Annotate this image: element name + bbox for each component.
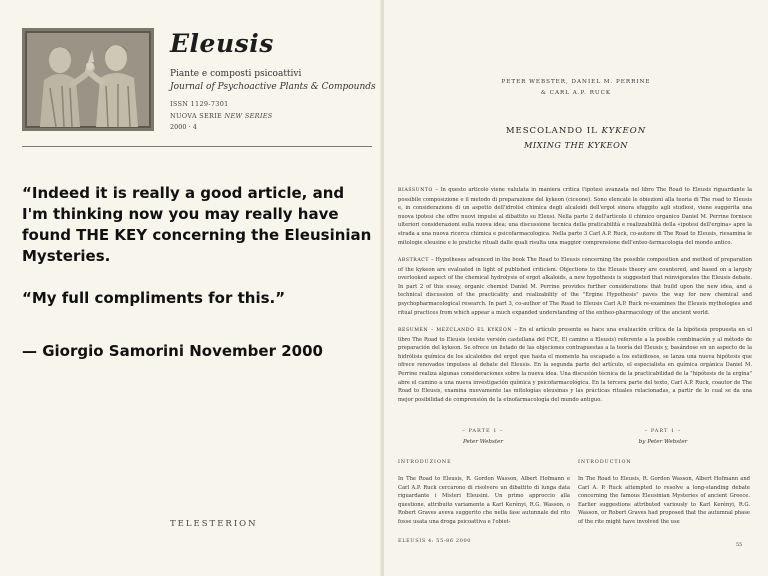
article-title-italian [384, 126, 768, 136]
masthead-divider [22, 146, 372, 147]
relief-figures-icon [22, 28, 154, 131]
year-issue: 2000 · 4 [170, 123, 197, 131]
page-number: 55 [736, 542, 743, 548]
right-page-footer: ELEUSIS 4: 55-86 2000 [398, 538, 472, 544]
series-suffix: NEW SERIES [224, 112, 273, 120]
abstract-paragraph [398, 256, 752, 317]
intro-text-left: In The Road to Eleusis, R. Gordon Wasson, Albert Hofmann e Carl A.P. Ruck cercarono di risolvere un dibattito di lunga data riguardante i Misteri Eleusini. Un primo approccio alla questione, attribuito variamente a Karl Kerényi, R.G. Wasson, o Robert Graves aveva suggerito che nella fase autunnale del rito fosse usata una droga psicoattiva e l'obiet- [398, 476, 570, 525]
issn: ISSN 1129-7301 [170, 100, 229, 108]
series-line [170, 112, 273, 120]
part-author-right: by Peter Webster [638, 439, 688, 445]
riassunto-paragraph [398, 186, 752, 247]
journal-subtitle-english: Journal of Psychoactive Plants & Compounds [170, 82, 376, 92]
journal-subtitle-italian: Piante e composti psicoattivi [170, 69, 302, 79]
title-kykeon: KYKEON [601, 126, 647, 136]
intro-text-right: In The Road to Eleusis, R. Gordon Wasson, Albert Hofmann and Carl A. P. Ruck attempted to resolve a long-standing debate concerning the famous Eleusinian Mysteries of ancient Greece. Earlier suggestions attributed variously to Karl Kerényi, R.G. Wasson, or Robert Graves had proposed that the autumnal phase of the rite might have involved the use [578, 476, 750, 525]
quote-compliments: “My full compliments for this.” [22, 289, 286, 307]
journal-title: Eleusis [170, 29, 274, 58]
resumen-text: – En el artículo presente se hace una evaluación crítica de la hipótesis propuesta en el libro The Road to Eleusis (existe versión castellana del FCE, El camino a Eleusis) referente a la posible combinación y al método de preparación del kykeon. Se ofrece un listado de las objeciones contrapuestas a la teoría del Eleusis y, basándose en un aspecto de la hidrólisis química de los alcaloides del ergot que hasta el momento ha escapado a los estudiosos, se lanza una nueva hipótesis que ofrece renovados impulsos al debate del Eleusis. En la segunda parte del artículo, el especialista en química orgánica Daniel M. Perrine realiza algunas consideraciones sobre la nueva idea. Una discusión técnica de la practicabilidad de la "hipótesis de la ergina" abre el camino a una nueva investigación química y psicofarmacológica. En la tercera parte del texto, Carl A.P. Ruck, coautor de The Road to Eleusis, examina nuevamente las mitologías eleusinas y las prácticas rituales relacionadas, a partir de lo cual se da una mejor posibilidad de comprensión de la etnofarmacología del mundo antiguo. [398, 327, 752, 403]
intro-heading-left: INTRODUZIONE [398, 460, 452, 465]
abstract-label: ABSTRACT [398, 258, 430, 263]
abstract-text: – Hypotheses advanced in the book The Road to Eleusis concerning the possible composition and method of preparation of the kykeon are evaluated in light of published criticism. Objections to the Eleusis theory are countered, and based on a largely overlooked aspect of the chemical hydrolysis of ergot alkaloids, a new hypothesis is suggested that reinvigorates the Eleusis debate. In part 2 of this essay, organic chemist Daniel M. Perrine provides further considerations that build upon the new idea, and a technical discussion of the practicality and realizability of the "Ergine Hypothesis" paves the way for new chemical and psychopharmacological research. In part 3, co-author of The Road to Eleusis Carl A.P. Ruck re-examines the Eleusis mythologies and ritual practices from which appear a much expanded understanding of the entheo-pharmacology of the ancient world. [398, 257, 752, 316]
series-prefix: NUOVA SERIE [170, 112, 223, 120]
part-heading-right: – PART 1 – [644, 428, 682, 434]
title-prefix: MESCOLANDO IL [505, 126, 602, 136]
resumen-paragraph [398, 326, 752, 404]
left-page-footer: TELESTERION [170, 519, 258, 529]
quote-text: “Indeed it is really a good article, and I'm thinking now you may really have found THE KEY concerning the Eleusinian Mysteries. [22, 184, 372, 265]
riassunto-text: – In questo articolo viene valutata in maniera critica l'ipotesi avanzata nel libro The Road to Eleusis riguardante la possibile composizione e il metodo di preparazione del kykeon (ciceone). Sono elencate le obiezioni alla teoria di The road to Eleusis e, in considerazione di un aspetto dell'idrolisi chimica degli alcaloidi dell'ergot sinora sfuggito agli studiosi, viene suggerita una nuova ipotesi che offre nuovi impulsi al dibattito su Eleusi. Nella parte 2 dell'articolo il chimico organico Daniel M. Perrine fornisce ulteriori considerazioni sulla nuova idea; una discussione tecnica della praticabilità e realizzabilità della «ipotesi dell'ergina» apre la strada a una nuova ricerca chimica e psicofarmacologica. Nella parte 3 Carl A.P. Ruck, co-autore di The Road to Eleusis, riesamina le mitologie eleusine e le pratiche rituali dalle quali risulta una maggior comprensione dell'enteo-farmacologia del mondo antico. [398, 187, 752, 246]
part-author-left: Peter Webster [462, 439, 504, 445]
quote-attribution: — Giorgio Samorini November 2000 [22, 342, 323, 360]
resumen-label: RESUMEN – MEZCLANDO EL KYKEON [398, 328, 512, 333]
riassunto-label: RIASSUNTO [398, 188, 433, 193]
intro-heading-right: INTRODUCTION [578, 460, 632, 465]
part-heading-left: – PARTE 1 – [462, 428, 504, 434]
article-title-english: MIXING THE KYKEON [524, 140, 628, 150]
authors-line-1: PETER WEBSTER, DANIEL M. PERRINE [501, 79, 651, 85]
relief-sculpture-image [22, 28, 154, 131]
authors-line-2: & CARL A.P. RUCK [540, 90, 612, 96]
